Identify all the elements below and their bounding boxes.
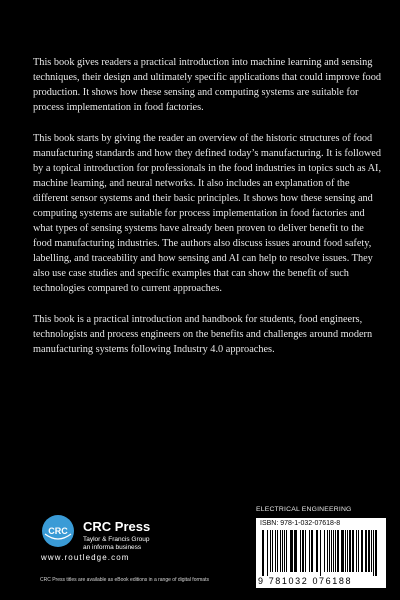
barcode-bar: [347, 530, 348, 572]
barcode-bar: [277, 530, 278, 572]
barcode-bar: [358, 530, 359, 572]
barcode-bar: [361, 530, 363, 572]
barcode-bar: [333, 530, 334, 572]
barcode-bar: [331, 530, 332, 572]
logo-letters: CRC: [48, 526, 68, 536]
barcode-bar: [335, 530, 336, 572]
barcode-bar: [349, 530, 351, 572]
barcode-bar: [302, 530, 304, 572]
barcode-bar: [309, 530, 310, 572]
barcode-bar: [375, 530, 377, 576]
barcode-bar: [300, 530, 301, 572]
barcode-bar: [311, 530, 313, 572]
publisher-group: [83, 536, 149, 552]
barcode-bar: [294, 530, 297, 572]
barcode-bar: [373, 530, 374, 576]
publisher-logo: [33, 510, 203, 570]
barcode-bar: [290, 530, 293, 572]
barcode-bar: [352, 530, 354, 572]
barcode-bar: [356, 530, 357, 572]
barcode-bar: [327, 530, 328, 572]
barcode-bar: [324, 530, 325, 572]
crc-logo-icon: [41, 514, 75, 548]
barcode-bar: [272, 530, 273, 572]
barcode-bar: [337, 530, 339, 572]
barcode-bar: [365, 530, 367, 572]
barcode-bar: [316, 530, 318, 572]
publisher-group-line-2: an informa business: [83, 544, 142, 551]
ebook-note: CRC Press titles are available as eBook editions in a range of digital formats: [40, 577, 209, 583]
barcode-bar: [275, 530, 276, 572]
barcode-bar: [371, 530, 372, 572]
barcode-bar: [341, 530, 344, 572]
barcode-bar: [282, 530, 283, 572]
barcode-bar: [329, 530, 330, 572]
publisher-group-line-1: Taylor & Francis Group: [83, 536, 150, 543]
barcode-bar: [280, 530, 281, 572]
barcode-bar: [284, 530, 285, 572]
barcode-digits: 9 781032 076188: [258, 576, 353, 586]
barcode-bar: [345, 530, 346, 572]
publisher-url: www.routledge.com: [41, 553, 130, 562]
barcode-bar: [305, 530, 306, 572]
barcode-bar: [286, 530, 287, 572]
blurb-paragraph-2: This book starts by giving the reader an overview of the historic structures of food manufacturing standards and how they defined today’s manufacturing. It is followed by a topical introduction for professionals in the food industries in topics such as AI, machine learning, and neural networks. It also includes an explanation of the different sensor systems and their basic principles. It shows how these sensing and computing systems are suitable for process implementation in food factories and what types of sensing systems have already been proven to deliver benefit to the food manufacturing industries. The authors also discuss issues around food safety, labelling, and traceability and how sensing and AI can help to resolve issues. They also use case studies and specific examples that can show the benefit of such technologies compared to current approaches.: [33, 133, 382, 294]
barcode-bar: [320, 530, 321, 576]
blurb-paragraph-3: This book is a practical introduction and handbook for students, food engineers, technologists and process engineers on the benefits and challenges around modern manufacturing systems following Industry 4.0 approaches.: [33, 314, 373, 355]
isbn-label: ISBN: 978-1-032-07618-8: [260, 520, 341, 527]
publisher-name: CRC Press: [83, 519, 151, 534]
barcode-bar: [267, 530, 268, 576]
barcode-icon: [260, 530, 382, 576]
barcode-bar: [368, 530, 370, 572]
barcode-bar: [270, 530, 271, 572]
category-label: ELECTRICAL ENGINEERING: [256, 506, 352, 513]
blurb-paragraph-1: This book gives readers a practical introduction into machine learning and sensing techniques, their design and ultimately specific applications that could improve food production. It shows how these sensing and computing systems are suitable for process implementation in food factories.: [33, 57, 381, 113]
barcode-panel: [256, 518, 386, 588]
barcode-bar: [262, 530, 264, 576]
